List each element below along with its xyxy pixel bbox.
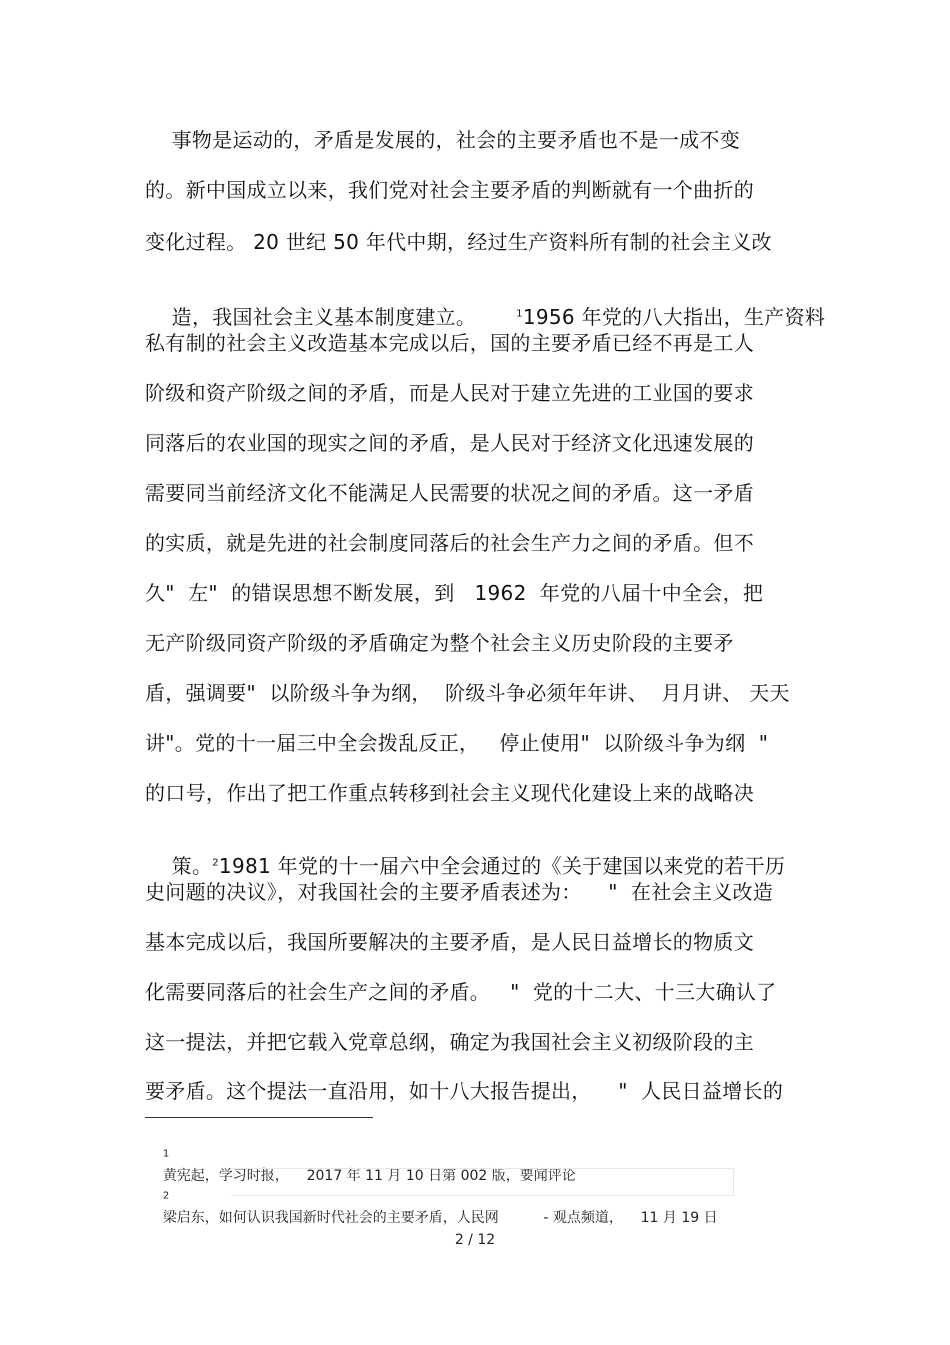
body-line-17: 基本完成以后，我国所要解决的主要矛盾，是人民日益增长的物质文 (145, 930, 754, 954)
footnote-ref-2[interactable]: 2 (212, 857, 219, 869)
body-line-10: 久" 左" 的错误思想不断发展，到 1962 年党的八届十中全会，把 (145, 581, 764, 605)
body-line-14: 的口号，作出了把工作重点转移到社会主义现代化建设上来的战略决 (145, 781, 754, 805)
body-line-11: 无产阶级同资产阶级的矛盾确定为整个社会主义历史阶段的主要矛 (145, 631, 734, 655)
footnote-ref-1[interactable]: 1 (516, 308, 523, 320)
body-line-1: 事物是运动的，矛盾是发展的，社会的主要矛盾也不是一成不变 (145, 128, 741, 152)
footnote-separator (145, 1117, 373, 1118)
body-line-4-continuation: 1956 年党的八大指出，生产资料 (522, 305, 826, 329)
body-line-3: 变化过程。 20 世纪 50 年代中期，经过生产资料所有制的社会主义改 (145, 230, 772, 254)
footnote-1-text: 黄宪起，学习时报， 2017 年 11 月 10 日第 002 版，要闻评论 (162, 1168, 576, 1184)
footnote-2-text: 梁启东，如何认识我国新时代社会的主要矛盾，人民网 - 观点频道， 11 月 19 日 (162, 1210, 718, 1226)
body-line-8: 需要同当前经济文化不能满足人民需要的状况之间的矛盾。这一矛盾 (145, 481, 754, 505)
body-line-20: 要矛盾。这个提法一直沿用，如十八大报告提出， " 人民日益增长的 (145, 1079, 784, 1103)
body-line-4-text: 造，我国社会主义基本制度建立。 (171, 305, 477, 329)
body-line-2: 的。新中国成立以来，我们党对社会主要矛盾的判断就有一个曲折的 (145, 178, 754, 202)
body-line-15-continuation: 1981 年党的十一届六中全会通过的《关于建国以来党的若干历 (218, 854, 786, 878)
body-line-18: 化需要同落后的社会生产之间的矛盾。 " 党的十二大、十三大确认了 (145, 980, 777, 1004)
body-line-13: 讲"。党的十一届三中全会拨乱反正， 停止使用" 以阶级斗争为纲 " (145, 731, 769, 755)
footnote-2-mark: 2 (162, 1190, 170, 1202)
body-line-9: 的实质，就是先进的社会制度同落后的社会生产力之间的矛盾。但不 (145, 531, 754, 555)
footnote-1-mark: 1 (162, 1148, 170, 1160)
body-line-5: 私有制的社会主义改造基本完成以后，国的主要矛盾已经不再是工人 (145, 331, 754, 355)
body-line-7: 同落后的农业国的现实之间的矛盾，是人民对于经济文化迅速发展的 (145, 431, 754, 455)
body-line-19: 这一提法，并把它载入党章总纲，确定为我国社会主义初级阶段的主 (145, 1030, 754, 1054)
body-line-12: 盾，强调要" 以阶级斗争为纲， 阶级斗争必须年年讲、 月月讲、 天天 (145, 681, 790, 705)
body-line-16: 史问题的决议》，对我国社会的主要矛盾表述为： " 在社会主义改造 (145, 880, 774, 904)
body-line-6: 阶级和资产阶级之间的矛盾，而是人民对于建立先进的工业国的要求 (145, 381, 754, 405)
page-number: 2 / 12 (454, 1232, 496, 1248)
body-line-15-text: 策。 (171, 854, 213, 878)
